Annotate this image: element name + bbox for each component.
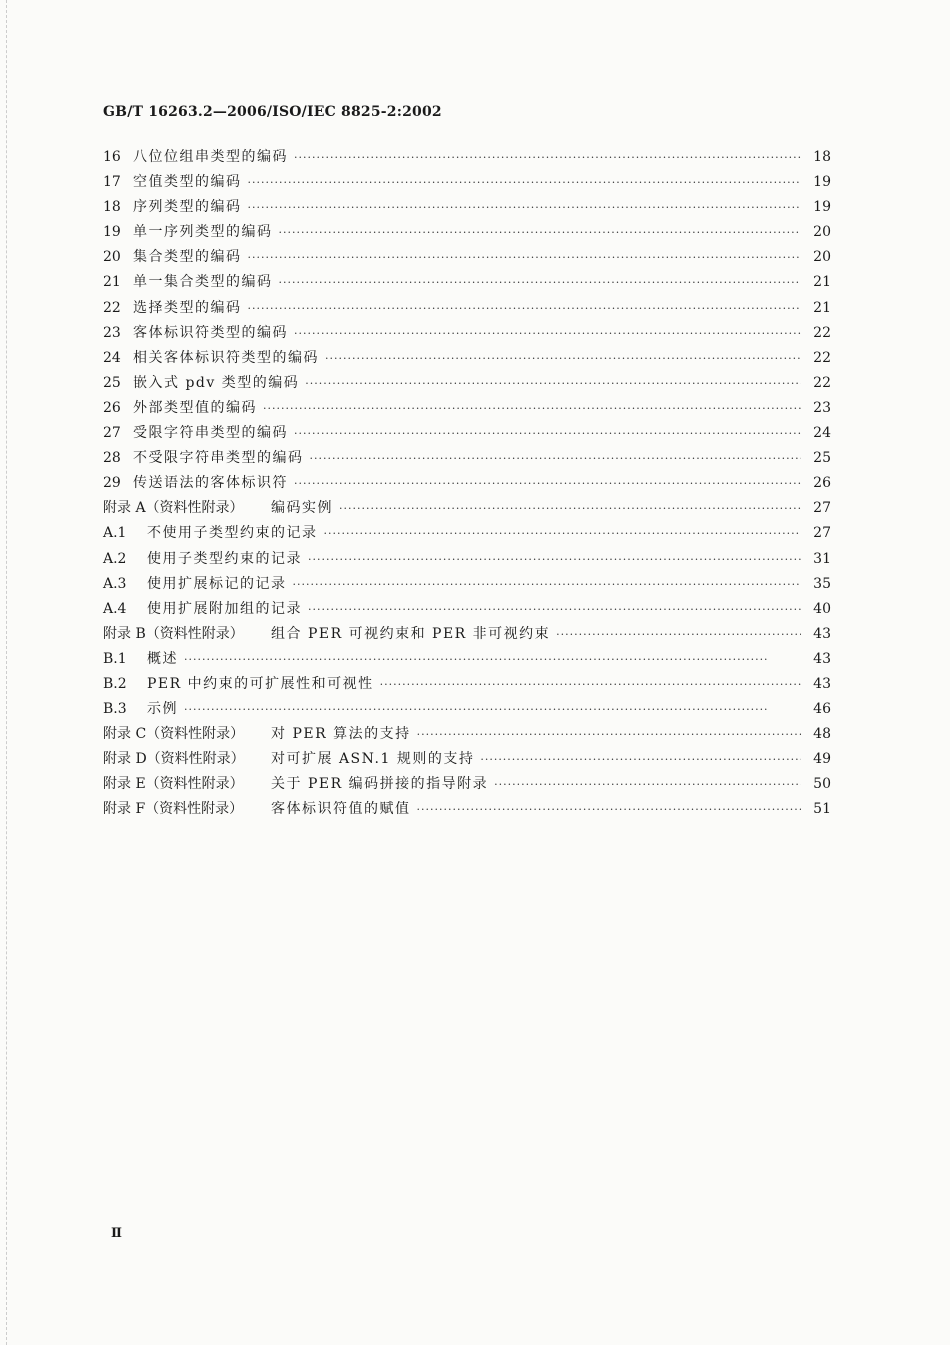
dot-leader — [293, 578, 802, 591]
toc-entry-page: 23 — [813, 399, 831, 416]
toc-entry-page: 20 — [813, 249, 831, 266]
toc-entry-page: 25 — [813, 450, 831, 467]
page-number: Ⅱ — [111, 1226, 122, 1241]
table-of-contents — [103, 146, 831, 824]
toc-entry[interactable] — [103, 773, 831, 798]
toc-entry-page: 22 — [813, 374, 831, 391]
toc-entry-title: 嵌入式 pdv 类型的编码 — [133, 374, 300, 391]
toc-entry-page: 19 — [813, 199, 831, 216]
toc-entry[interactable] — [103, 698, 831, 723]
toc-entry-page: 43 — [813, 675, 831, 692]
toc-entry-number: 附录 F（资料性附录） — [103, 801, 244, 818]
toc-entry-title: 客体标识符值的赋值 — [271, 801, 411, 818]
toc-entry[interactable] — [103, 798, 831, 823]
dot-leader — [184, 703, 801, 716]
scan-edge — [6, 0, 8, 1345]
toc-entry-number: 附录 A（资料性附录） — [103, 500, 244, 517]
toc-entry-page: 27 — [813, 525, 831, 542]
toc-entry-number: 附录 E（资料性附录） — [103, 776, 244, 793]
toc-entry[interactable] — [103, 623, 831, 648]
toc-entry-number: 24 — [103, 349, 121, 366]
toc-entry-number: 21 — [103, 274, 121, 291]
dot-leader — [417, 728, 801, 741]
toc-entry-number: 18 — [103, 199, 121, 216]
dot-leader — [294, 327, 801, 340]
toc-entry-title: 使用扩展附加组的记录 — [147, 600, 302, 617]
toc-entry[interactable] — [103, 497, 831, 522]
dot-leader — [248, 176, 802, 189]
toc-entry-number: B.3 — [103, 701, 127, 718]
toc-entry[interactable] — [103, 673, 831, 698]
toc-entry-number: 附录 C（资料性附录） — [103, 726, 245, 743]
toc-entry-number: 29 — [103, 475, 121, 492]
toc-entry-number: 附录 B（资料性附录） — [103, 625, 244, 642]
toc-entry-page: 40 — [813, 600, 831, 617]
toc-entry-title: 编码实例 — [271, 500, 333, 517]
dot-leader — [248, 302, 802, 315]
toc-entry-title: 不受限字符串类型的编码 — [133, 450, 304, 467]
toc-entry-title: 概述 — [147, 650, 178, 667]
toc-entry[interactable] — [103, 573, 831, 598]
toc-entry-title: 外部类型值的编码 — [133, 399, 257, 416]
dot-leader — [480, 753, 801, 766]
toc-entry-number: 19 — [103, 224, 121, 241]
toc-entry-page: 26 — [813, 475, 831, 492]
dot-leader — [324, 527, 802, 540]
toc-entry-page: 51 — [813, 801, 831, 818]
toc-entry-title: 单一集合类型的编码 — [133, 274, 273, 291]
toc-entry[interactable] — [103, 347, 831, 372]
toc-entry-page: 20 — [813, 224, 831, 241]
toc-entry[interactable] — [103, 748, 831, 773]
toc-entry-page: 35 — [813, 575, 831, 592]
dot-leader — [279, 276, 802, 289]
dot-leader — [294, 427, 801, 440]
toc-entry[interactable] — [103, 447, 831, 472]
toc-entry-title: 空值类型的编码 — [133, 174, 242, 191]
dot-leader — [417, 803, 802, 816]
dot-leader — [310, 452, 802, 465]
toc-entry-page: 21 — [813, 274, 831, 291]
toc-entry-title: 关于 PER 编码拼接的指导附录 — [271, 776, 489, 793]
dot-leader — [184, 653, 801, 666]
toc-entry-page: 18 — [813, 149, 831, 165]
toc-entry-title: 选择类型的编码 — [133, 299, 242, 316]
toc-entry-page: 43 — [813, 625, 831, 642]
toc-entry-page: 22 — [813, 349, 831, 366]
standard-number-header: GB/T 16263.2—2006/ISO/IEC 8825-2:2002 — [103, 104, 442, 120]
toc-entry-number: 20 — [103, 249, 121, 266]
toc-entry-page: 46 — [813, 701, 831, 718]
toc-entry-title: 组合 PER 可视约束和 PER 非可视约束 — [271, 625, 551, 642]
toc-entry-title: 集合类型的编码 — [133, 249, 242, 266]
toc-entry-title: 八位位组串类型的编码 — [133, 149, 288, 165]
toc-entry-number: 28 — [103, 450, 121, 467]
toc-entry-title: 示例 — [147, 701, 178, 718]
toc-entry[interactable] — [103, 146, 831, 171]
toc-entry-page: 49 — [813, 751, 831, 768]
toc-entry[interactable] — [103, 221, 831, 246]
toc-entry-number: A.4 — [103, 600, 127, 617]
dot-leader — [308, 603, 801, 616]
toc-entry-title: 受限字符串类型的编码 — [133, 425, 288, 442]
dot-leader — [294, 151, 801, 164]
toc-entry-number: 27 — [103, 425, 121, 442]
toc-entry-page: 27 — [813, 500, 831, 517]
dot-leader — [263, 402, 801, 415]
dot-leader — [305, 377, 801, 390]
toc-entry[interactable] — [103, 246, 831, 271]
toc-entry-title: 使用扩展标记的记录 — [147, 575, 287, 592]
toc-entry[interactable] — [103, 548, 831, 573]
toc-entry-page: 24 — [813, 425, 831, 442]
toc-entry[interactable] — [103, 271, 831, 296]
dot-leader — [248, 251, 802, 264]
dot-leader — [325, 352, 801, 365]
toc-entry[interactable] — [103, 472, 831, 497]
toc-entry-number: 25 — [103, 374, 121, 391]
toc-entry-page: 31 — [813, 550, 831, 567]
toc-entry[interactable] — [103, 522, 831, 547]
toc-entry-number: B.1 — [103, 650, 127, 667]
dot-leader — [339, 502, 801, 515]
dot-leader — [279, 226, 802, 239]
toc-entry-number: A.2 — [103, 550, 127, 567]
toc-entry-page: 43 — [813, 650, 831, 667]
toc-entry[interactable] — [103, 171, 831, 196]
toc-entry-title: PER 中约束的可扩展性和可视性 — [147, 675, 374, 692]
toc-entry-number: 17 — [103, 174, 121, 191]
dot-leader — [308, 553, 801, 566]
toc-entry-number: 22 — [103, 299, 121, 316]
dot-leader — [294, 477, 801, 490]
toc-entry-title: 相关客体标识符类型的编码 — [133, 349, 319, 366]
toc-entry[interactable] — [103, 598, 831, 623]
toc-entry-title: 传送语法的客体标识符 — [133, 475, 288, 492]
toc-entry-title: 序列类型的编码 — [133, 199, 242, 216]
dot-leader — [248, 201, 802, 214]
toc-entry[interactable] — [103, 297, 831, 322]
toc-entry-page: 21 — [813, 299, 831, 316]
toc-entry-page: 48 — [813, 726, 831, 743]
toc-entry-number: A.3 — [103, 575, 127, 592]
toc-entry[interactable] — [103, 322, 831, 347]
toc-entry-number: 16 — [103, 149, 121, 165]
toc-entry-title: 单一序列类型的编码 — [133, 224, 273, 241]
dot-leader — [556, 628, 801, 641]
toc-entry-number: A.1 — [103, 525, 127, 542]
toc-entry-page: 50 — [813, 776, 831, 793]
dot-leader — [380, 678, 801, 691]
dot-leader — [494, 778, 801, 791]
toc-entry-page: 19 — [813, 174, 831, 191]
toc-entry-number: B.2 — [103, 675, 127, 692]
toc-entry-number: 23 — [103, 324, 121, 341]
toc-entry[interactable] — [103, 196, 831, 221]
toc-entry-number: 附录 D（资料性附录） — [103, 751, 245, 768]
toc-entry[interactable] — [103, 372, 831, 397]
toc-entry-title: 对 PER 算法的支持 — [271, 726, 411, 743]
toc-entry-title: 客体标识符类型的编码 — [133, 324, 288, 341]
toc-entry-title: 对可扩展 ASN.1 规则的支持 — [271, 751, 475, 768]
toc-entry[interactable] — [103, 422, 831, 447]
toc-entry-title: 不使用子类型约束的记录 — [147, 525, 318, 542]
toc-entry-page: 22 — [813, 324, 831, 341]
toc-entry-number: 26 — [103, 399, 121, 416]
toc-entry[interactable] — [103, 723, 831, 748]
toc-entry[interactable] — [103, 397, 831, 422]
toc-entry-title: 使用子类型约束的记录 — [147, 550, 302, 567]
toc-entry[interactable] — [103, 648, 831, 673]
